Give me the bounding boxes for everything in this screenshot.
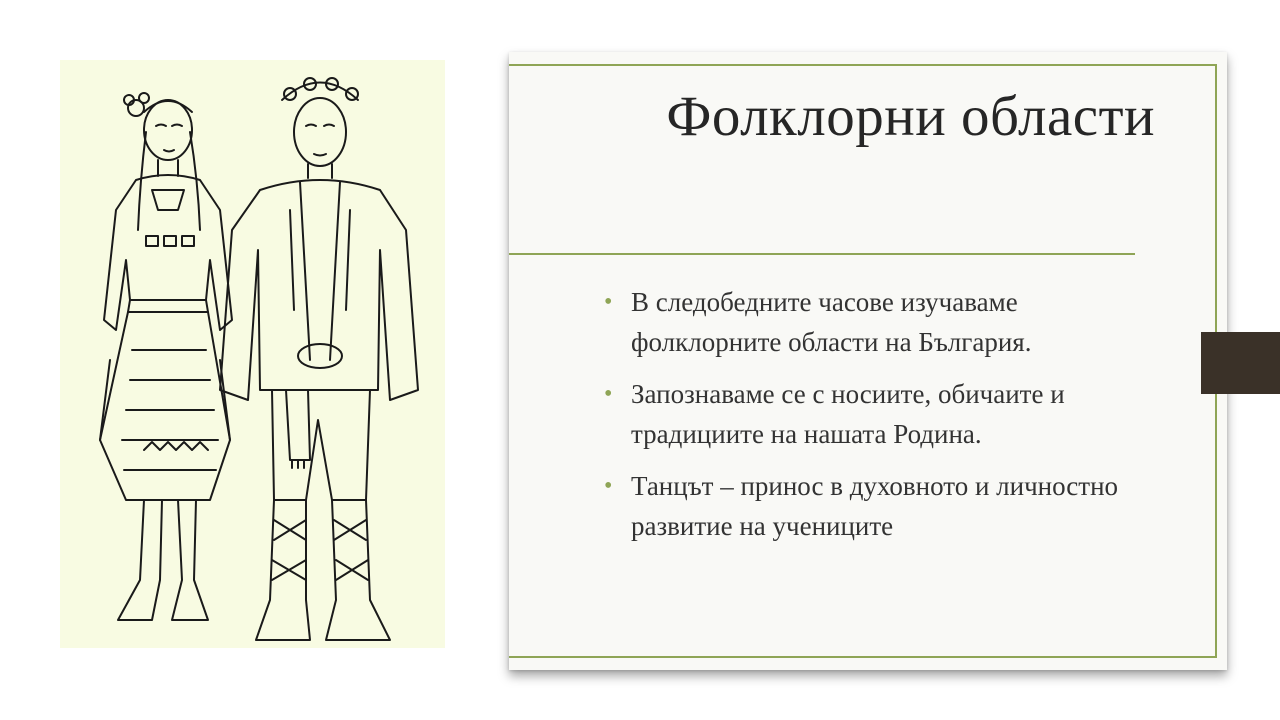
bullet-item	[604, 466, 1144, 546]
woman-figure	[100, 93, 232, 620]
folk-costume-illustration	[60, 60, 445, 648]
bullet-item	[604, 282, 1144, 362]
bullet-dot-icon: •	[604, 381, 613, 407]
man-figure	[220, 78, 418, 640]
bullet-list	[604, 282, 1144, 558]
content-card	[509, 52, 1227, 670]
title-divider	[509, 253, 1135, 255]
bullet-text: В следобедните часове изучаваме фолклорните области на България.	[631, 287, 1032, 357]
slide-title: Фолклорни области	[666, 85, 1155, 148]
folk-couple-drawing	[60, 60, 445, 648]
bullet-text: Танцът – принос в духовното и личностно развитие на учениците	[631, 471, 1119, 541]
side-tab	[1201, 332, 1280, 394]
bullet-dot-icon: •	[604, 473, 613, 499]
bullet-dot-icon: •	[604, 289, 613, 315]
bullet-item	[604, 374, 1144, 454]
bullet-text: Запознаваме се с носиите, обичаите и традициите на нашата Родина.	[631, 379, 1065, 449]
